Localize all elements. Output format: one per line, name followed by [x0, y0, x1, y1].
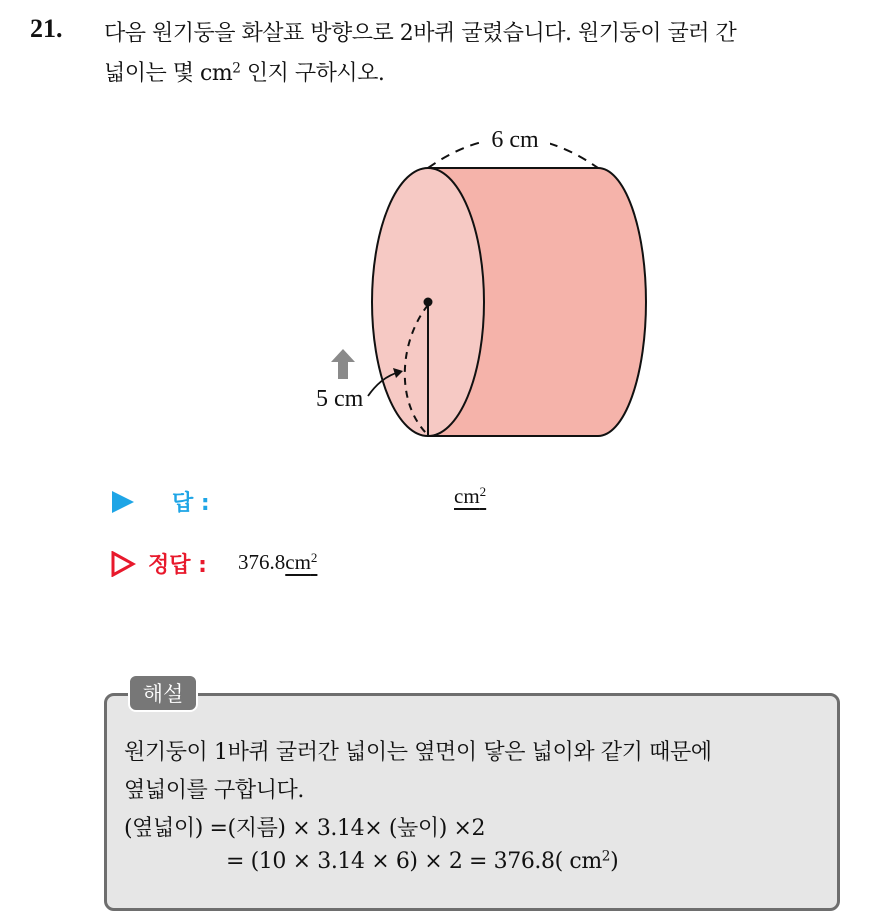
question-text-line-2-start: 넓이는 몇 cm [104, 61, 233, 86]
solution-answer [238, 550, 317, 575]
solution-unit [285, 550, 317, 574]
outline-arrow-icon [110, 551, 136, 577]
solution-label: 정답 : [148, 553, 207, 578]
answer-row [112, 484, 532, 520]
explanation-line-3: (옆넓이) =(지름) × 3.14× (높이) ×2 [124, 816, 486, 841]
question-number: 21. [30, 14, 63, 43]
solution-unit-exponent: 2 [310, 549, 318, 565]
answer-unit-exponent: 2 [479, 483, 487, 499]
question-unit-exponent: 2 [232, 60, 241, 77]
explanation-line-4-end: ) [610, 849, 619, 874]
question-text-line-2-end: 인지 구하시오. [240, 61, 385, 86]
solution-value: 376.8 [238, 550, 286, 574]
explanation-tag: 해설 [128, 674, 198, 712]
width-label: 6 cm [491, 127, 539, 153]
explanation-line-4-start: = (10 × 3.14 × 6) × 2 = 376.8( cm [226, 849, 602, 874]
radius-label: 5 cm [316, 386, 364, 412]
solution-unit-base: cm [285, 550, 311, 574]
question-text-line-1: 다음 원기둥을 화살표 방향으로 2바퀴 굴렸습니다. 원기둥이 굴러 간 [104, 21, 737, 46]
explanation-line-4 [226, 849, 618, 874]
explanation-unit-exponent: 2 [601, 848, 611, 865]
up-arrow-icon [331, 349, 355, 379]
explanation-line-1: 원기둥이 1바퀴 굴러간 넓이는 옆면이 닿은 넓이와 같기 때문에 [124, 740, 712, 765]
answer-blank-unit[interactable] [454, 484, 486, 509]
answer-arrow-icon [112, 491, 134, 513]
answer-label: 답 : [172, 491, 210, 516]
answer-unit-base: cm [454, 484, 480, 508]
explanation-line-2: 옆넓이를 구합니다. [124, 778, 305, 803]
solution-row [110, 546, 510, 582]
